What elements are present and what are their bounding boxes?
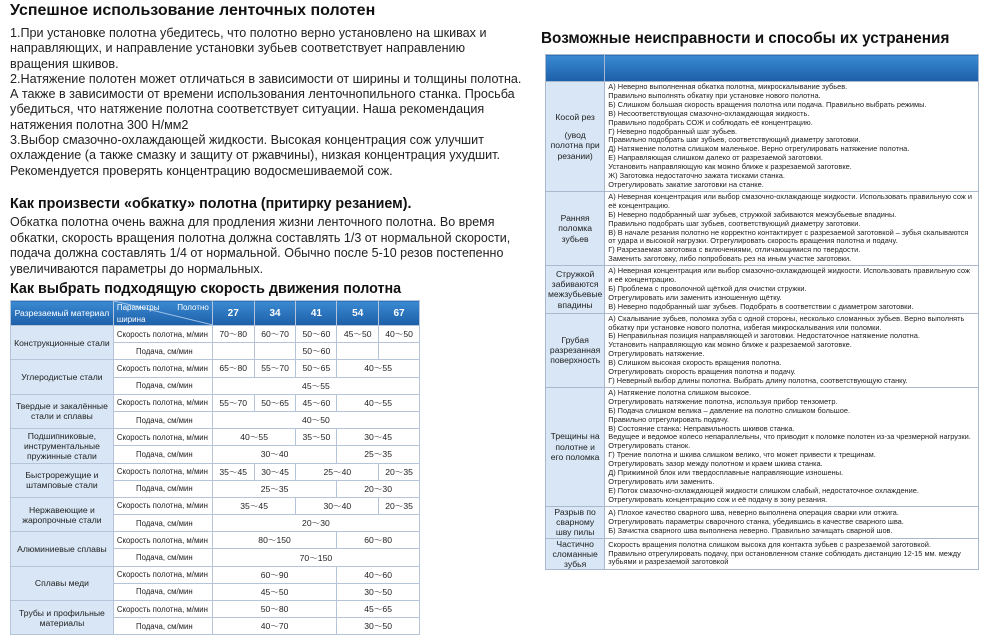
- value-cell: 60～90: [212, 566, 336, 583]
- value-cell: 45～60: [296, 394, 337, 411]
- value-cell: 45～50: [337, 326, 379, 343]
- material-cell: Сплавы меди: [11, 566, 114, 600]
- solution-line: Правильно подобрать шаг зубьев, соответствующий диаметру заготовки.: [608, 135, 861, 145]
- value-cell: 30～50: [337, 583, 420, 600]
- solution-line: Отрегулировать или заменить изношенную щётку.: [608, 292, 782, 302]
- value-cell: 60～80: [337, 532, 420, 549]
- table-row: [546, 506, 979, 538]
- value-cell: 40～50: [212, 411, 419, 428]
- value-cell: 70～150: [212, 549, 419, 566]
- value-cell: 40～70: [212, 618, 336, 635]
- value-cell: 30～50: [337, 618, 420, 635]
- feed-label: Подача, см/мин: [113, 377, 212, 394]
- value-cell: 55～70: [212, 394, 254, 411]
- width-27: 27: [212, 301, 254, 326]
- table-row: [11, 463, 420, 480]
- speed-label: Скорость полотна, м/мин: [113, 463, 212, 480]
- material-cell: Конструкционные стали: [11, 326, 114, 360]
- value-cell: 50～80: [212, 601, 336, 618]
- solution-line: Правильно подобрать шаг зубьев, соответствующий диаметру заготовки.: [608, 218, 861, 228]
- value-cell: 30～45: [337, 429, 420, 446]
- value-cell: 20～35: [379, 497, 420, 514]
- obkatka-title: Как произвести «обкатку» полотна (притирку резанием).: [10, 196, 412, 212]
- value-cell: 70～80: [212, 326, 254, 343]
- intro-text: [10, 26, 525, 179]
- fault-cause-note: (увод полотна при резании): [550, 130, 600, 161]
- fault-cause: Стружкой забиваются межзубьевые впадины: [546, 266, 605, 314]
- speed-label: Скорость полотна, м/мин: [113, 360, 212, 377]
- header-params-corner: [113, 301, 212, 326]
- solution-line: Г) Неверный выбор длины полотна. Выбрать длину полотна, соответствующую станку.: [608, 376, 908, 385]
- solution-line: Б) Зачистка сварного шва выполнена неверно. Правильно зачищать сварной шов.: [608, 525, 893, 535]
- main-title: Успешное использование ленточных полотен: [10, 2, 376, 19]
- faults-table-header: [546, 55, 979, 82]
- solution-line: Отрегулировать зазор между полотном и краем шкива станка.: [608, 459, 823, 469]
- fault-cause: Трещины на полотне и его поломка: [546, 387, 605, 506]
- solution-line: Б) Слишком большая скорость вращения полотна или подача. Правильно выбрать режимы.: [608, 99, 927, 109]
- value-cell: 25～40: [296, 463, 379, 480]
- solution-line: Правильно отрегулировать подачу, при остановленном станке соблюдать дистанцию 12-15 мм. между зубьями и разрезаемой заготовкой: [608, 548, 961, 567]
- solution-line: Заменить заготовку, либо попробовать рез на иным участке заготовки.: [608, 254, 852, 264]
- fault-cause: Разрыв по сварному шву пилы: [546, 506, 605, 538]
- speed-label: Скорость полотна, м/мин: [113, 326, 212, 343]
- value-cell: 50～60: [296, 343, 337, 360]
- fault-solutions: [605, 313, 979, 387]
- value-cell: 25～35: [212, 480, 336, 497]
- value-cell: 30～40: [212, 446, 336, 463]
- value-cell: 40～60: [337, 566, 420, 583]
- fault-solutions: [605, 191, 979, 265]
- speed-label: Скорость полотна, м/мин: [113, 566, 212, 583]
- width-67: 67: [379, 301, 420, 326]
- fault-solutions: [605, 387, 979, 506]
- value-cell: 30～45: [254, 463, 296, 480]
- speed-label: Скорость полотна, м/мин: [113, 497, 212, 514]
- value-cell: 50～60: [296, 326, 337, 343]
- value-cell: 35～50: [296, 429, 337, 446]
- value-cell: 80～150: [212, 532, 336, 549]
- solution-line: Е) Направляющая слишком далеко от разрезаемой заготовки.: [608, 153, 823, 163]
- faults-table: [545, 54, 979, 570]
- table-row: [11, 497, 420, 514]
- solution-line: Правильно отрегулировать подачу.: [608, 414, 729, 424]
- intro-paragraph-1: 1.При установке полотна убедитесь, что полотно верно установлено на шкивах и направляющих, и направление установки зубьев соответствует направлению вращения шкивов.: [10, 26, 487, 71]
- material-cell: Трубы и профильные материалы: [11, 601, 114, 635]
- table-row: [11, 601, 420, 618]
- solution-line: Правильно выполнять обкатку при установке нового полотна.: [608, 90, 821, 100]
- solution-line: В) Состояние станка: Неправильность шкивов станка.: [608, 423, 795, 433]
- table-row: [11, 360, 420, 377]
- solution-line: А) Неверно выполненная обкатка полотна, микроскалывание зубьев.: [608, 82, 848, 91]
- solution-line: Е) Поток смазочно-охлаждающей жидкости слишком слабый, недостаточное охлаждение.: [608, 485, 919, 495]
- faults-title: Возможные неисправности и способы их устранения: [541, 30, 950, 47]
- feed-label: Подача, см/мин: [113, 411, 212, 428]
- material-cell: Углеродистые стали: [11, 360, 114, 394]
- solution-line: А) Неверная концентрация или выбор смазочно-охлаждающей жидкости. Использовать правильную сож и её концентрацию.: [608, 266, 970, 285]
- solution-line: Б) Неверно подобранный шаг зубьев, стружкой забиваются межзубьевые впадины.: [608, 209, 897, 219]
- solution-line: Отрегулировать закатие заготовки на станке.: [608, 179, 764, 189]
- value-cell: 20～30: [212, 515, 419, 532]
- solution-line: Г) Неверно подобранный шаг зубьев.: [608, 126, 738, 136]
- header-width: ширина: [116, 315, 146, 324]
- fault-solutions: [605, 506, 979, 538]
- speed-label: Скорость полотна, м/мин: [113, 429, 212, 446]
- material-cell: Алюминиевые сплавы: [11, 532, 114, 566]
- table-row: [546, 191, 979, 265]
- speed-label: Скорость полотна, м/мин: [113, 394, 212, 411]
- value-cell: 45～50: [212, 583, 336, 600]
- table-row: [11, 394, 420, 411]
- intro-paragraph-2: 2.Натяжение полотен может отличаться в зависимости от ширины и толщины полотна. А также в зависимости от времени использования ленточнопильного станка. Просьба убедиться, что натяжение полотна соответствует ситуации. Наша рекомендация натяжения полотна 300 Н/мм2: [10, 71, 522, 132]
- solution-line: Отрегулировать концентрацию сож и её подачу в зону резания.: [608, 494, 828, 504]
- solution-line: Б) Проблема с проволочной щёткой для очистки стружки.: [608, 283, 807, 293]
- speed-table-header: [11, 301, 420, 326]
- value-cell: 60～70: [254, 326, 296, 343]
- value-cell: 65～80: [212, 360, 254, 377]
- table-row: [546, 387, 979, 506]
- fault-solutions: [605, 266, 979, 314]
- material-cell: Твердые и закалённые стали и сплавы: [11, 394, 114, 428]
- speed-table: [10, 300, 420, 635]
- header-material: Разрезаемый материал: [11, 301, 114, 326]
- solution-line: А) Скалывание зубьев, поломка зуба с одной стороны, несколько сломанных зубьев. Верно выполнять обкатку при установке нового полотна, избегая микроскалывания или поломки.: [608, 313, 965, 332]
- value-cell: 40～50: [379, 326, 420, 343]
- fault-cause: Косой рез: [555, 111, 595, 122]
- speed-label: Скорость полотна, м/мин: [113, 532, 212, 549]
- solution-line: Отрегулировать или заменить.: [608, 476, 715, 486]
- solution-line: Установить направляющую как можно ближе к разрезаемой заготовке.: [608, 340, 852, 350]
- width-34: 34: [254, 301, 296, 326]
- feed-label: Подача, см/мин: [113, 583, 212, 600]
- value-cell: 40～55: [337, 394, 420, 411]
- obkatka-text: Обкатка полотна очень важна для продления жизни ленточного полотна. Во время обкатки, скорость вращения полотна должна составлять 1/3 от нормальной скорости, подача должна составлять 1/4 от нормальной. Обычно после 5-10 резов постепенно увеличиваются параметры до нормальных.: [10, 215, 511, 276]
- solution-line: А) Плохое качество сварного шва, неверно выполнена операция сварки или отжига.: [608, 507, 899, 517]
- value-cell: 20～35: [379, 463, 420, 480]
- value-cell: 35～45: [212, 463, 254, 480]
- feed-label: Подача, см/мин: [113, 618, 212, 635]
- speed-title: Как выбрать подходящую скорость движения полотна: [10, 281, 402, 297]
- value-cell: 40～55: [337, 360, 420, 377]
- solution-line: В) Неверно подобранный шаг зубьев. Подобрать в соответствии с диаметром заготовки.: [608, 301, 914, 311]
- solution-line: В) Несоответствующая смазочно-охлаждающая жидкость.: [608, 108, 810, 118]
- material-cell: Подшипниковые, инструментальные пружинные стали: [11, 429, 114, 463]
- header-params: Параметры: [116, 303, 160, 312]
- value-cell: 35～45: [212, 497, 296, 514]
- table-row: [11, 429, 420, 446]
- solution-line: Б) Подача слишком велика – давление на полотно слишком большое.: [608, 405, 850, 415]
- value-cell: 25～35: [337, 446, 420, 463]
- solution-line: Б) Неправильная позиция направляющей и заготовки. Недостаточное натяжение полотна.: [608, 331, 920, 341]
- material-cell: Нержавеющие и жаропрочные стали: [11, 497, 114, 531]
- value-cell: 55～70: [254, 360, 296, 377]
- fault-solutions: [605, 82, 979, 192]
- width-54: 54: [337, 301, 379, 326]
- width-41: 41: [296, 301, 337, 326]
- value-cell: 50～65: [254, 394, 296, 411]
- solution-line: А) Неверная концентрация или выбор смазочно-охлаждающе жидкости. Использовать правильную сож и её концентрацию.: [608, 191, 972, 210]
- solution-line: Отрегулировать параметры сварочного станка, убедившись в качестве сварного шва.: [608, 516, 904, 526]
- solution-line: Правильно подобрать СОЖ и соблюдать её концентрацию.: [608, 117, 813, 127]
- table-row: [11, 566, 420, 583]
- solution-line: Отрегулировать натяжение.: [608, 349, 705, 359]
- solution-line: Ж) Заготовка недостаточно зажата тисками станка.: [608, 171, 785, 181]
- table-row: [11, 532, 420, 549]
- value-cell: 45～65: [337, 601, 420, 618]
- solution-line: В) В начале резания полотно не корректно контактирует с разрезаемой заготовкой – зубья скалываются от удара и высокой нагрузки. Отрегулировать скорость вращения полотна и подачу.: [608, 227, 969, 246]
- header-blade: Полотно: [177, 303, 209, 312]
- value-cell: 20～30: [337, 480, 420, 497]
- speed-label: Скорость полотна, м/мин: [113, 601, 212, 618]
- solution-line: Скорость вращения полотна слишком высока для контакта зубьев с разрезаемой заготовкой.: [608, 539, 931, 549]
- fault-solutions: [605, 538, 979, 570]
- feed-label: Подача, см/мин: [113, 515, 212, 532]
- solution-line: Г) Разрезаемая заготовка с включениями, отличающимися по твердости.: [608, 245, 861, 255]
- feed-label: Подача, см/мин: [113, 446, 212, 463]
- fault-cause: Ранняя поломка зубьев: [546, 191, 605, 265]
- solution-line: Установить направляющую как можно ближе к разрезаемой заготовке.: [608, 162, 852, 172]
- solution-line: Д) Натяжение полотна слишком маленькое. Верно отрегулировать натяжение полотна.: [608, 144, 910, 154]
- fault-cause: Частично сломанные зубья: [546, 538, 605, 570]
- intro-paragraph-3: 3.Выбор смазочно-охлаждающей жидкости. Высокая концентрация сож улучшит охлаждение (а также смазку и защиту от ржавчины), низкая концентрация ухудшит. Рекомендуется проверять концентрацию водосмешиваемой сож.: [10, 133, 501, 178]
- solution-line: Ведущее и ведомое колесо непараллельны, что приводит к поломке полотен из-за чрезмерной нагрузки. Отрегулировать станок.: [608, 432, 971, 451]
- table-row: [546, 538, 979, 570]
- value-cell: 45～55: [212, 377, 419, 394]
- value-cell: 40～55: [212, 429, 296, 446]
- table-row: [546, 266, 979, 314]
- solution-line: В) Слишком высокая скорость вращения полотна.: [608, 358, 782, 368]
- table-row: [546, 82, 979, 192]
- solution-line: Г) Трение полотна и шкива слишком велико, что может привести к трещинам.: [608, 450, 876, 460]
- value-cell: 30～40: [296, 497, 379, 514]
- feed-label: Подача, см/мин: [113, 343, 212, 360]
- value-cell: 50～65: [296, 360, 337, 377]
- solution-line: Д) Прижимной блок или твердосплавные направляющие изношены.: [608, 468, 844, 478]
- solution-line: Отрегулировать скорость вращения полотна и подачу.: [608, 367, 796, 377]
- solution-line: Отрегулировать натяжение полотна, используя прибор тензометр.: [608, 396, 838, 406]
- table-row: [11, 326, 420, 343]
- solution-line: А) Натяжение полотна слишком высокое.: [608, 387, 752, 397]
- material-cell: Быстрорежущие и штамповые стали: [11, 463, 114, 497]
- fault-cause-cell: [546, 82, 605, 192]
- fault-cause: Грубая разрезанная поверхность: [546, 313, 605, 387]
- feed-label: Подача, см/мин: [113, 480, 212, 497]
- table-row: [546, 313, 979, 387]
- feed-label: Подача, см/мин: [113, 549, 212, 566]
